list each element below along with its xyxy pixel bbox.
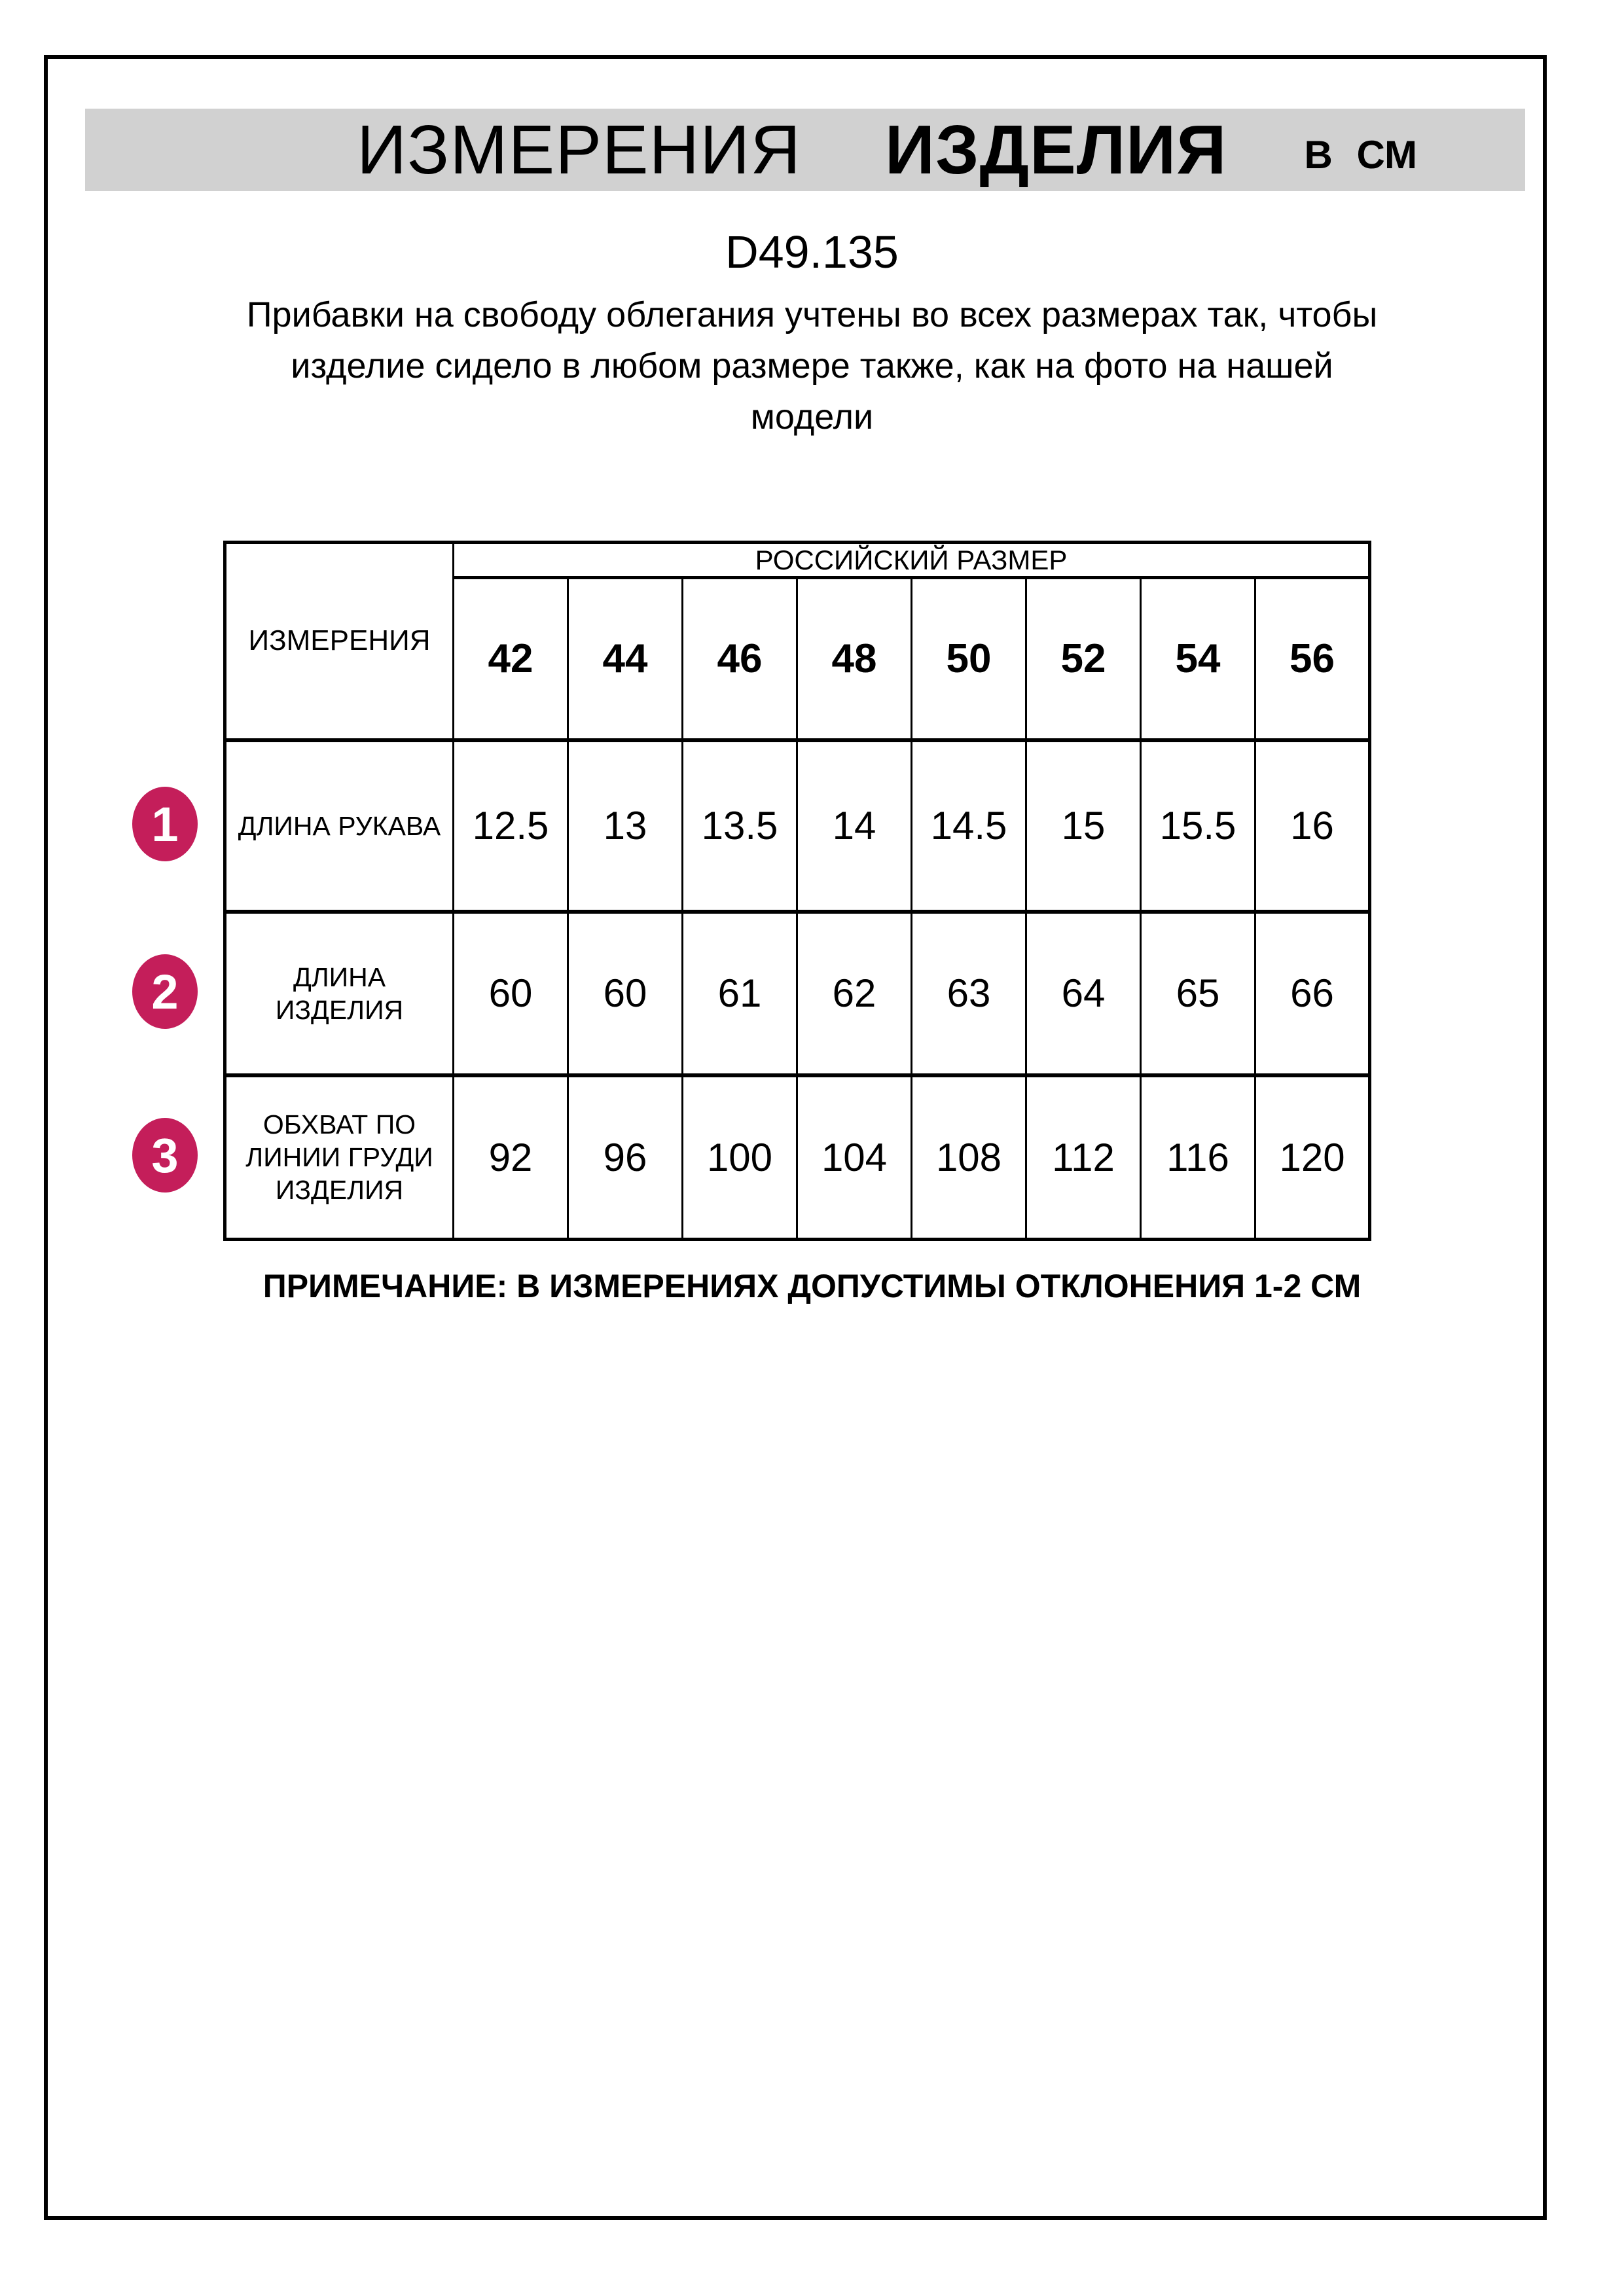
measurement-value: 14 [797, 740, 912, 912]
title-bar [85, 109, 1525, 191]
page-title-emphasis: ИЗДЕЛИЯ [884, 111, 1227, 188]
row-label-line: ОБХВАТ ПО [262, 1109, 416, 1140]
measurement-value: 63 [912, 912, 1026, 1075]
measurement-value: 15 [1026, 740, 1141, 912]
row-number-badge-1: 1 [132, 787, 198, 861]
fit-description [0, 289, 1624, 442]
row-number-badge-3: 3 [132, 1118, 198, 1193]
measurement-value: 96 [568, 1075, 683, 1240]
measurement-value: 16 [1255, 740, 1370, 912]
table-row-garment-length [225, 912, 1370, 1075]
size-column-header: 54 [1141, 578, 1255, 740]
size-column-header: 56 [1255, 578, 1370, 740]
row-label-line: ЛИНИИ ГРУДИ [245, 1142, 433, 1173]
measurement-value: 61 [683, 912, 797, 1075]
measurement-value: 62 [797, 912, 912, 1075]
row-label-cell [225, 740, 454, 912]
size-column-header: 52 [1026, 578, 1141, 740]
measurement-value: 13 [568, 740, 683, 912]
tolerance-note: ПРИМЕЧАНИЕ: В ИЗМЕРЕНИЯХ ДОПУСТИМЫ ОТКЛОНЕНИЯ 1-2 СМ [262, 1268, 1362, 1304]
measurement-value: 60 [568, 912, 683, 1075]
russian-size-header-cell: РОССИЙСКИЙ РАЗМЕР [454, 543, 1370, 578]
row-label-cell [225, 1075, 454, 1240]
model-code: D49.135 [725, 226, 899, 278]
fit-description-line: модели [750, 397, 874, 437]
size-column-header: 46 [683, 578, 797, 740]
measurement-value: 66 [1255, 912, 1370, 1075]
row-number-badge-2: 2 [132, 954, 198, 1029]
table-row-chest-girth [225, 1075, 1370, 1240]
fit-description-line: изделие сидело в любом размере также, как на фото на нашей [291, 346, 1333, 386]
measurement-value: 100 [683, 1075, 797, 1240]
measurement-value: 112 [1026, 1075, 1141, 1240]
page-title-unit: В СМ [1304, 132, 1417, 177]
corner-header-cell: ИЗМЕРЕНИЯ [225, 543, 454, 740]
measurement-value: 120 [1255, 1075, 1370, 1240]
row-label-line: ИЗДЕЛИЯ [275, 1175, 404, 1206]
measurement-value: 108 [912, 1075, 1026, 1240]
measurement-value: 116 [1141, 1075, 1255, 1240]
measurement-value: 64 [1026, 912, 1141, 1075]
size-column-header: 44 [568, 578, 683, 740]
size-column-header: 42 [454, 578, 568, 740]
table-row-sleeve-length [225, 740, 1370, 912]
row-label-line: ДЛИНА [293, 961, 386, 992]
measurement-value: 104 [797, 1075, 912, 1240]
page-title-main: ИЗМЕРЕНИЯ [357, 111, 801, 188]
size-column-header: 48 [797, 578, 912, 740]
measurement-value: 60 [454, 912, 568, 1075]
fit-description-line: Прибавки на свободу облегания учтены во всех размерах так, чтобы [246, 295, 1378, 334]
measurement-value: 92 [454, 1075, 568, 1240]
size-column-header: 50 [912, 578, 1026, 740]
row-label-cell [225, 912, 454, 1075]
row-label-line: ИЗДЕЛИЯ [275, 994, 404, 1025]
measurement-value: 14.5 [912, 740, 1026, 912]
measurement-value: 65 [1141, 912, 1255, 1075]
row-label-line: ДЛИНА РУКАВА [238, 810, 441, 841]
measurement-value: 13.5 [683, 740, 797, 912]
group-header-row [225, 543, 1370, 578]
measurement-value: 12.5 [454, 740, 568, 912]
measurements-table [223, 541, 1371, 1241]
measurement-value: 15.5 [1141, 740, 1255, 912]
